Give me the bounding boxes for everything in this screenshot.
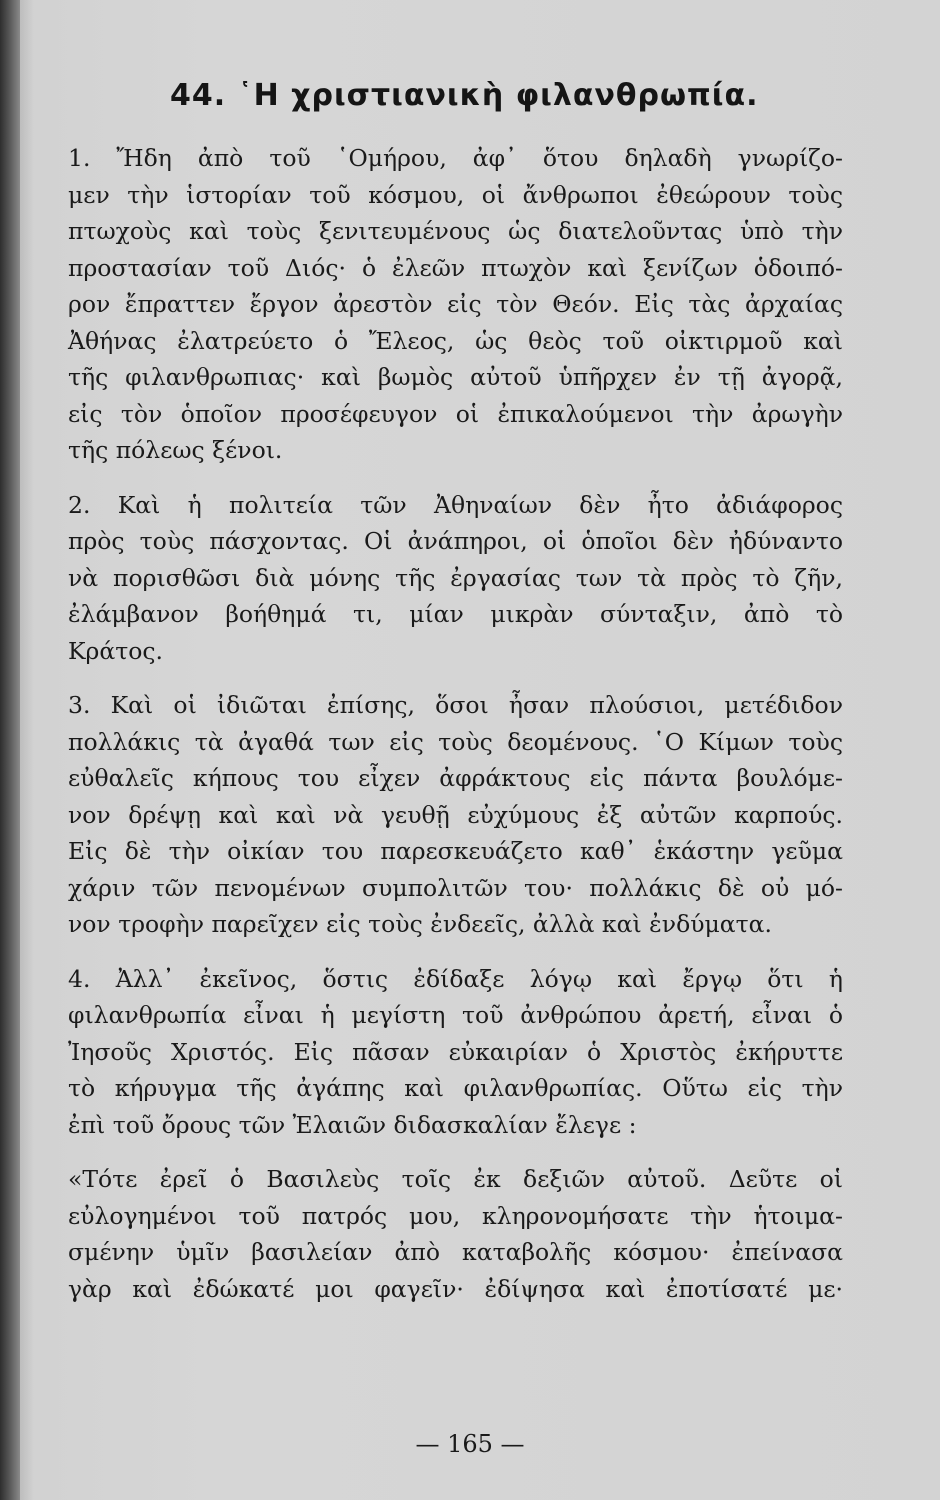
text-line: εἰς τὸν ὁποῖον προσέφευγον οἱ ἐπικαλούμενοι τὴν ἀρωγὴν: [68, 399, 843, 428]
text-line: 2. Καὶ ἡ πολιτεία τῶν Ἀθηναίων δὲν ἦτο ἀδιάφορος: [68, 490, 843, 519]
text-line: τὸ κήρυγμα τῆς ἀγάπης καὶ φιλανθρωπίας. Οὕτω εἰς τὴν: [68, 1074, 843, 1102]
text-line: σμένην ὑμῖν βασιλείαν ἀπὸ καταβολῆς κόσμου· ἐπείνασα: [68, 1238, 843, 1266]
text-line: Ἀθήνας ἐλατρεύετο ὁ Ἔλεος, ὡς θεὸς τοῦ οἰκτιρμοῦ καὶ: [68, 326, 843, 355]
text-line: Ἰησοῦς Χριστός. Εἰς πᾶσαν εὐκαιρίαν ὁ Χριστὸς ἐκήρυττε: [68, 1037, 843, 1066]
text-line: φιλανθρωπία εἶναι ἡ μεγίστη τοῦ ἀνθρώπου ἀρετή, εἶναι ὁ: [68, 1001, 843, 1029]
text-line: Εἰς δὲ τὴν οἰκίαν του παρεσκευάζετο καθ᾽ ἑκάστην γεῦμα: [68, 837, 843, 865]
text-line: εὐλογημένοι τοῦ πατρός μου, κληρονομήσατε τὴν ἡτοιμα-: [68, 1201, 843, 1230]
paragraph-5-quotation: [68, 1161, 843, 1307]
text-line: πρὸς τοὺς πάσχοντας. Οἱ ἀνάπηροι, οἱ ὁποῖοι δὲν ἠδύναντο: [68, 527, 843, 555]
text-line: νὰ πορισθῶσι διὰ μόνης τῆς ἐργασίας των τὰ πρὸς τὸ ζῆν,: [68, 563, 843, 592]
text-line: ρον ἔπραττεν ἔργον ἀρεστὸν εἰς τὸν Θεόν. Εἰς τὰς ἀρχαίας: [68, 290, 843, 318]
paragraph-4: [68, 961, 843, 1144]
text-line: 1. Ἤδη ἀπὸ τοῦ ῾Ομήρου, ἀφ᾽ ὅτου δηλαδὴ γνωρίζο-: [68, 144, 843, 172]
text-line: χάριν τῶν πενομένων συμπολιτῶν του· πολλάκις δὲ οὐ μό-: [68, 873, 843, 902]
paragraph-2: [68, 487, 843, 670]
page-body: [68, 140, 843, 1307]
text-line: μεν τὴν ἱστορίαν τοῦ κόσμου, οἱ ἄνθρωποι ἐθεώρουν τοὺς: [68, 180, 843, 209]
text-line: πολλάκις τὰ ἀγαθά των εἰς τοὺς δεομένους. ῾Ο Κίμων τοὺς: [68, 727, 843, 756]
text-line: γὰρ καὶ ἐδώκατέ μοι φαγεῖν· ἐδίψησα καὶ ἐποτίσατέ με·: [68, 1274, 843, 1303]
text-line: Κράτος.: [68, 636, 164, 665]
paragraph-3: [68, 687, 843, 943]
section-heading: 44. ῾Η χριστιανικὴ φιλανθρωπία.: [170, 78, 759, 113]
text-line: 3. Καὶ οἱ ἰδιῶται ἐπίσης, ὅσοι ἦσαν πλούσιοι, μετέδιδον: [68, 691, 843, 719]
text-line: τῆς πόλεως ξένοι.: [68, 436, 283, 464]
text-line: εὐθαλεῖς κήπους του εἶχεν ἀφράκτους εἰς πάντα βουλόμε-: [68, 764, 843, 792]
page-binding-edge: [0, 0, 20, 1500]
text-line: «Τότε ἐρεῖ ὁ Βασιλεὺς τοῖς ἐκ δεξιῶν αὐτοῦ. Δεῦτε οἱ: [68, 1165, 843, 1193]
text-line: ἐπὶ τοῦ ὄρους τῶν Ἐλαιῶν διδασκαλίαν ἔλεγε :: [68, 1110, 637, 1139]
text-line: τῆς φιλανθρωπιας· καὶ βωμὸς αὐτοῦ ὑπῆρχεν ἐν τῇ ἀγορᾷ,: [68, 363, 843, 391]
paragraph-1: [68, 140, 843, 469]
page-number: — 165 —: [415, 1430, 525, 1458]
text-line: 4. Ἀλλ᾽ ἐκεῖνος, ὅστις ἐδίδαξε λόγῳ καὶ ἔργῳ ὅτι ἡ: [68, 964, 843, 993]
text-line: προστασίαν τοῦ Διός· ὁ ἐλεῶν πτωχὸν καὶ ξενίζων ὁδοιπό-: [68, 253, 843, 282]
text-line: νον τροφὴν παρεῖχεν εἰς τοὺς ἐνδεεῖς, ἀλλὰ καὶ ἐνδύματα.: [68, 910, 772, 938]
text-line: νον δρέψῃ καὶ καὶ νὰ γευθῇ εὐχύμους ἐξ αὐτῶν καρπούς.: [68, 800, 843, 829]
text-line: πτωχοὺς καὶ τοὺς ξενιτευμένους ὡς διατελοῦντας ὑπὸ τὴν: [68, 217, 843, 245]
text-line: ἐλάμβανον βοήθημά τι, μίαν μικρὰν σύνταξιν, ἀπὸ τὸ: [68, 600, 843, 628]
